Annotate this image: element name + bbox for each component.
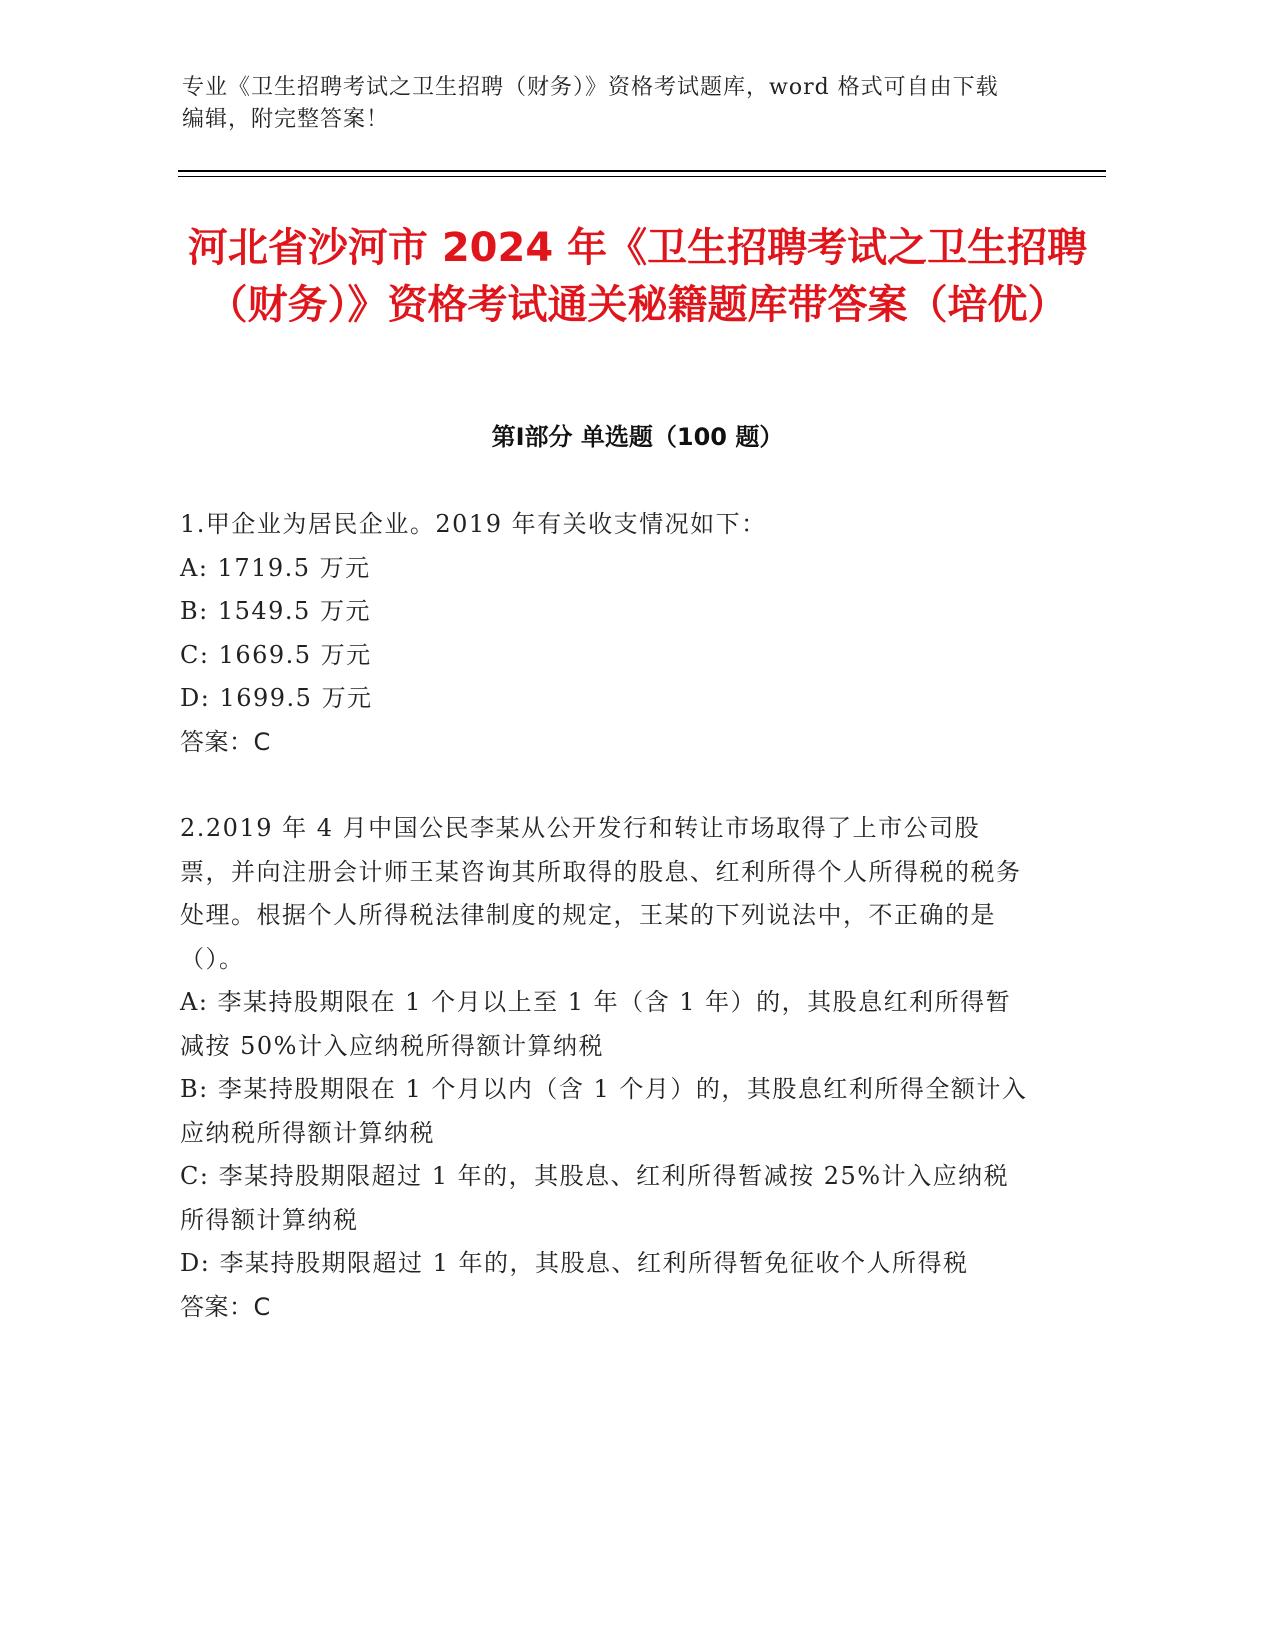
option-d: D: 李某持股期限超过 1 年的，其股息、红利所得暂免征收个人所得税 (180, 1249, 969, 1277)
header-note-line-1: 专业《卫生招聘考试之卫生招聘（财务）》资格考试题库，word 格式可自由下载 (182, 75, 999, 100)
header-divider-thin (178, 176, 1106, 177)
option-a: A: 1719.5 万元 (180, 553, 371, 582)
document-title: 河北省沙河市 2024 年《卫生招聘考试之卫生招聘（财务）》资格考试通关秘籍题库带答案（培优） (187, 225, 1088, 328)
question-1 (180, 503, 1030, 764)
question-stem: 2.2019 年 4 月中国公民李某从公开发行和转让市场取得了上市公司股票，并向注册会计师王某咨询其所取得的股息、红利所得个人所得税的税务处理。根据个人所得税法律制度的规定，王某的下列说法中，不正确的是（）。 (180, 814, 1022, 973)
option-a: A: 李某持股期限在 1 个月以上至 1 年（含 1 年）的，其股息红利所得暂减按 50%计入应纳税所得额计算纳税 (180, 988, 1012, 1060)
option-b: B: 李某持股期限在 1 个月以内（含 1 个月）的，其股息红利所得全额计入应纳税所得额计算纳税 (180, 1075, 1028, 1147)
answer: 答案：C (180, 1292, 271, 1321)
section-title: 第Ⅰ部分 单选题（100 题） (491, 423, 784, 451)
header-note-line-2: 编辑，附完整答案！ (182, 107, 390, 132)
option-d: D: 1699.5 万元 (180, 684, 373, 712)
answer: 答案：C (180, 727, 271, 756)
question-2 (180, 807, 1030, 1329)
option-b: B: 1549.5 万元 (180, 597, 371, 625)
option-c: C: 李某持股期限超过 1 年的，其股息、红利所得暂减按 25%计入应纳税所得额计算纳税 (180, 1162, 1010, 1234)
question-stem: 1.甲企业为居民企业。2019 年有关收支情况如下： (180, 510, 767, 538)
option-c: C: 1669.5 万元 (180, 640, 372, 669)
header-divider-thick (178, 170, 1106, 172)
header-note (182, 72, 1062, 136)
